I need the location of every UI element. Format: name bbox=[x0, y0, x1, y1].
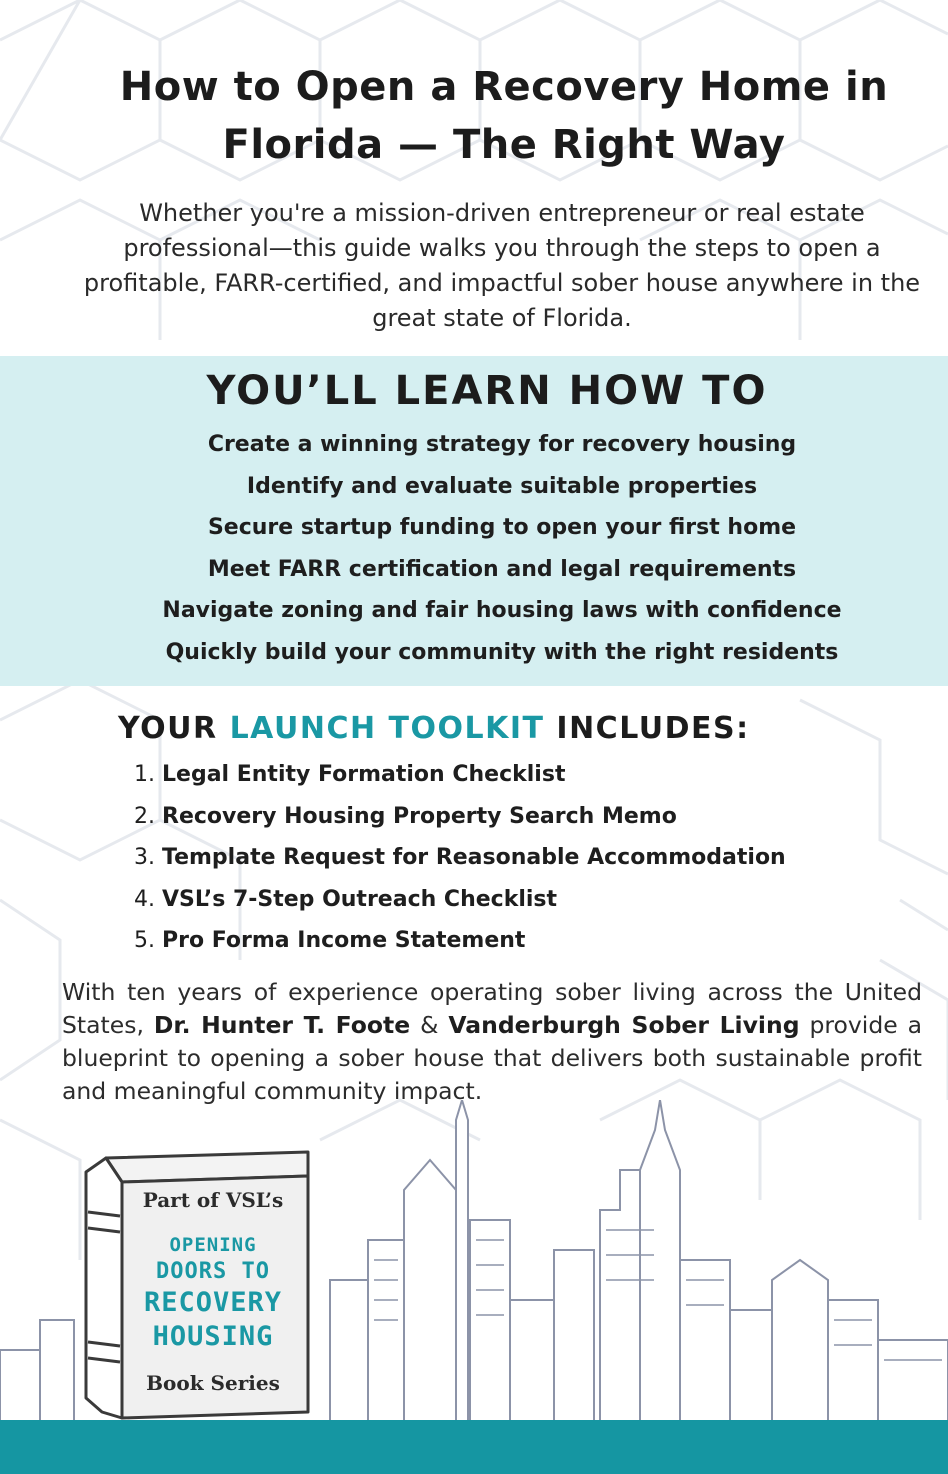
book-title bbox=[118, 1232, 308, 1354]
toolkit-heading-accent: LAUNCH TOOLKIT bbox=[229, 711, 545, 746]
toolkit-item-number: 5. bbox=[134, 928, 155, 953]
book-title-line: HOUSING bbox=[152, 1321, 274, 1352]
footer-bar bbox=[0, 1420, 948, 1474]
book-title-line: DOORS TO bbox=[156, 1259, 270, 1284]
learn-item: Identify and evaluate suitable properties bbox=[246, 473, 758, 499]
page-title: How to Open a Recovery Home in Florida — The Right Way bbox=[119, 64, 889, 168]
book-title-line: RECOVERY bbox=[143, 1287, 283, 1318]
toolkit-item-number: 1. bbox=[134, 762, 155, 787]
learn-item: Secure startup funding to open your first home bbox=[207, 515, 797, 540]
closing-paragraph bbox=[62, 976, 922, 1108]
toolkit-item-text: Template Request for Reasonable Accommodation bbox=[162, 845, 786, 870]
toolkit-item-number: 3. bbox=[134, 845, 155, 870]
learn-heading: YOU’LL LEARN HOW TO bbox=[206, 368, 768, 414]
toolkit-heading-suffix: INCLUDES: bbox=[544, 711, 750, 746]
book-series-label-bottom: Book Series bbox=[146, 1371, 280, 1395]
toolkit-heading bbox=[118, 708, 878, 750]
closing-text-end: provide a blueprint to opening a sober house that delivers both sustainable profit and meaningful community impact. bbox=[62, 1011, 923, 1105]
intro-paragraph: Whether you're a mission-driven entrepreneur or real estate professional—this guide walks you through the steps to open a profitable, FARR-certified, and impactful sober house anywhere in the great state of Florida. bbox=[83, 199, 921, 332]
toolkit-item-number: 4. bbox=[134, 886, 155, 912]
toolkit-item bbox=[134, 879, 934, 921]
toolkit-item bbox=[134, 754, 934, 796]
toolkit-list bbox=[134, 754, 934, 962]
toolkit-item-text: Recovery Housing Property Search Memo bbox=[162, 803, 677, 829]
learn-item: Navigate zoning and fair housing laws with confidence bbox=[162, 598, 842, 623]
toolkit-heading-prefix: YOUR bbox=[118, 711, 230, 746]
organization-name: Vanderburgh Sober Living bbox=[448, 1011, 800, 1039]
closing-text-start: With ten years of experience operating sober living across the United States, bbox=[62, 978, 922, 1039]
toolkit-item bbox=[134, 796, 934, 838]
ampersand: & bbox=[410, 1011, 449, 1039]
toolkit-item bbox=[134, 920, 934, 962]
book-title-line: OPENING bbox=[169, 1234, 257, 1256]
book-series-label-top: Part of VSL’s bbox=[142, 1188, 284, 1212]
toolkit-item-text: Legal Entity Formation Checklist bbox=[162, 762, 566, 787]
toolkit-item-text: VSL’s 7-Step Outreach Checklist bbox=[162, 886, 558, 912]
learn-item: Quickly build your community with the right residents bbox=[165, 639, 839, 665]
author-name: Dr. Hunter T. Foote bbox=[153, 1011, 411, 1039]
learn-item: Meet FARR certification and legal requirements bbox=[207, 556, 797, 582]
toolkit-item-number: 2. bbox=[134, 803, 155, 829]
toolkit-item bbox=[134, 837, 934, 879]
learn-item: Create a winning strategy for recovery housing bbox=[207, 432, 797, 457]
toolkit-item-text: Pro Forma Income Statement bbox=[162, 928, 526, 953]
learn-list bbox=[40, 424, 948, 673]
